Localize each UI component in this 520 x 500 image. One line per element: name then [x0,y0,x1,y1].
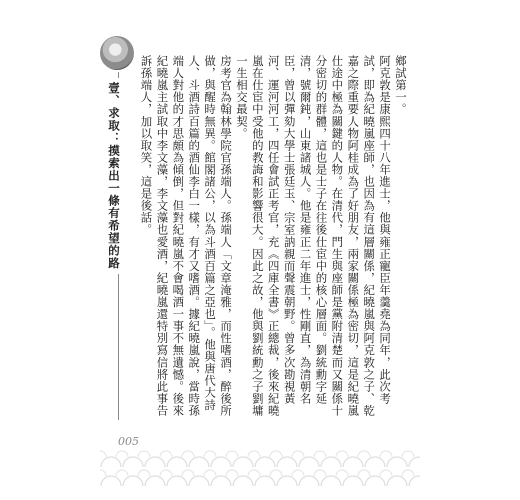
wave-pattern-decoration [100,448,420,486]
chapter-title: 壹、求取：摸索出一條有希望的路 [106,78,122,274]
paragraph: 阿克敦是康熙四十八年進士，他與雍正寵臣年羹堯為同年，此次考試，即為紀曉嵐座師，也因為有這層關係，紀曉嵐與阿克敦之子、乾嘉之際重要人物阿桂成為了好朋友，兩家關係極為密切，這是紀曉嵐仕途中極為關鍵的人物。在清代，門生與座師是黨附清楚而又關係十分密切的群體，這也是士子在往後仕宦中的核心層面。劉統勳字延清，號爾鈍，山東諸城人。他是雍正二年進士，性剛直，為清朝名臣，曾以彈劾大學士張廷玉、宗室訥親而聲震朝野。曾多次勘視黃河、運河河工，四任會試正考官，充《四庫全書》正總裁，後來紀曉嵐在仕宦中受他的教誨和影響很大。因此之故，他與劉統勳之子劉墉一生相交最契。 [234,55,393,417]
chapter-ornament-icon [100,36,134,70]
paragraph: 鄉試第一。 [394,55,408,116]
body-text [138,55,408,420]
paragraph: 房考官為翰林學院官孫端人。孫端人「文章淹雅，而性嗜酒，醉後所做，與醒時無異。館閣諸公，以為斗酒百篇之亞也」。他與唐代大詩人、斗酒詩百篇的酒仙李白一樣，有才又嗜酒。據紀曉嵐說，當時孫端人對他的才思頗為傾倒，但對紀曉嵐不會喝酒一事不無遺憾。後來紀曉嵐主試取中李文藻，李文藻也愛酒，紀曉嵐還特別寫信將此事告訴孫端人，加以取笑，這是後話。 [139,55,234,417]
page-number: 005 [118,435,139,448]
